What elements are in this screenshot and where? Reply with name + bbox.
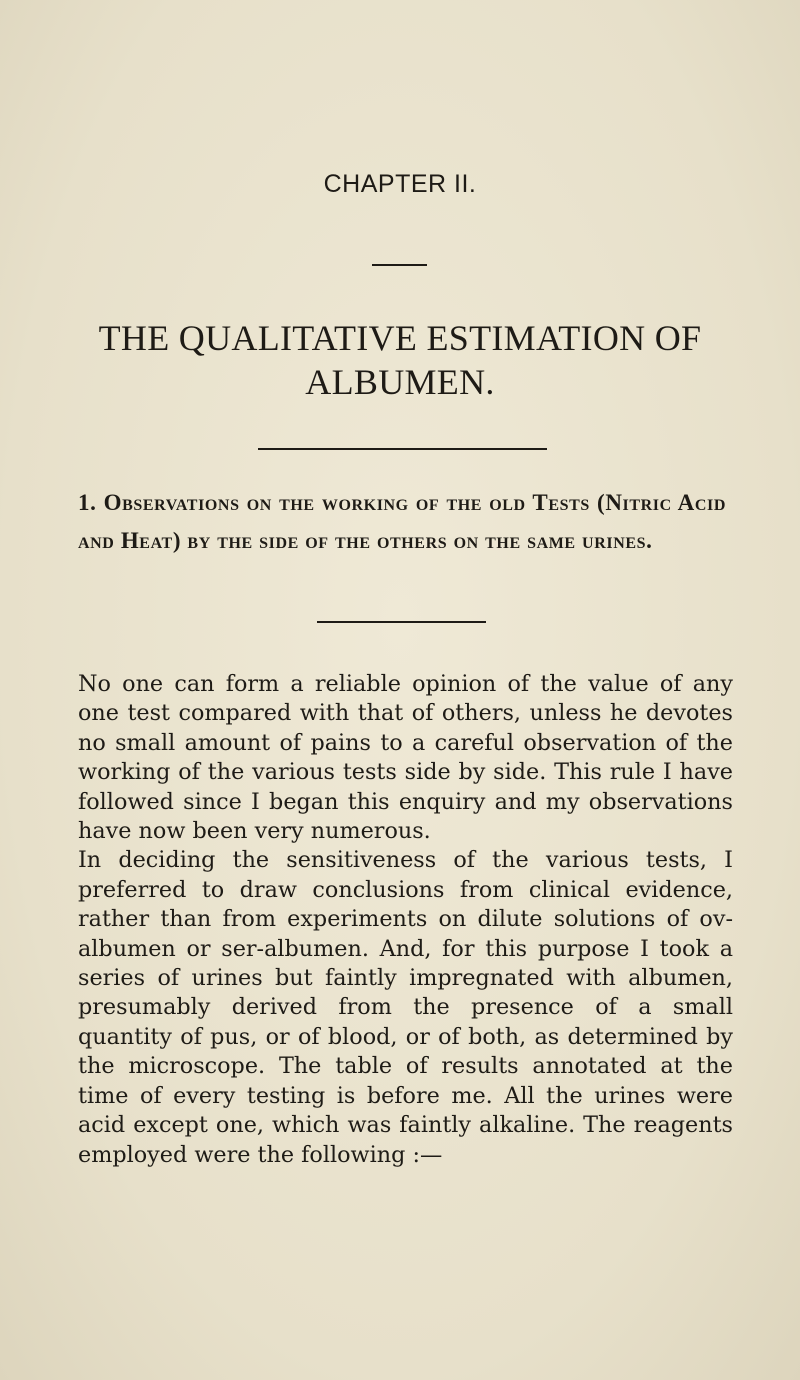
chapter-heading: CHAPTER II. [323, 170, 477, 198]
paragraph: In deciding the sensitiveness of the various tests, I preferred to draw conclusions from clinical evidence, rather than from experiments on dilute solutions of ov-albumen or ser-albumen. And, for this purpose I took a series of urines but faintly impregnated with albumen, presumably derived from the presence of a small quantity of pus, or of blood, or of both, as determined by the microscope. The table of results annotated at the time of every testing is before me. All the urines were acid except one, which was faintly alkaline. The reagents employed were the following :— [78, 847, 733, 1168]
chapter-title: THE QUALITATIVE ESTIMATION OF ALBUMEN. [98, 318, 702, 402]
paragraph: No one can form a reliable opinion of the value of any one test compared with that of others, unless he devotes no small amount of pains to a careful observation of the working of the various tests side by side. This rule I have followed since I began this enquiry and my observations have now been very numerous. [78, 671, 733, 845]
short-divider [372, 264, 427, 266]
section-heading: 1. Observations on the working of the old Tests (Nitric Acid and Heat) by the side of the others on the same urines. [78, 490, 726, 553]
body-text [78, 670, 733, 1170]
title-divider [258, 448, 547, 450]
section-divider [317, 621, 486, 623]
